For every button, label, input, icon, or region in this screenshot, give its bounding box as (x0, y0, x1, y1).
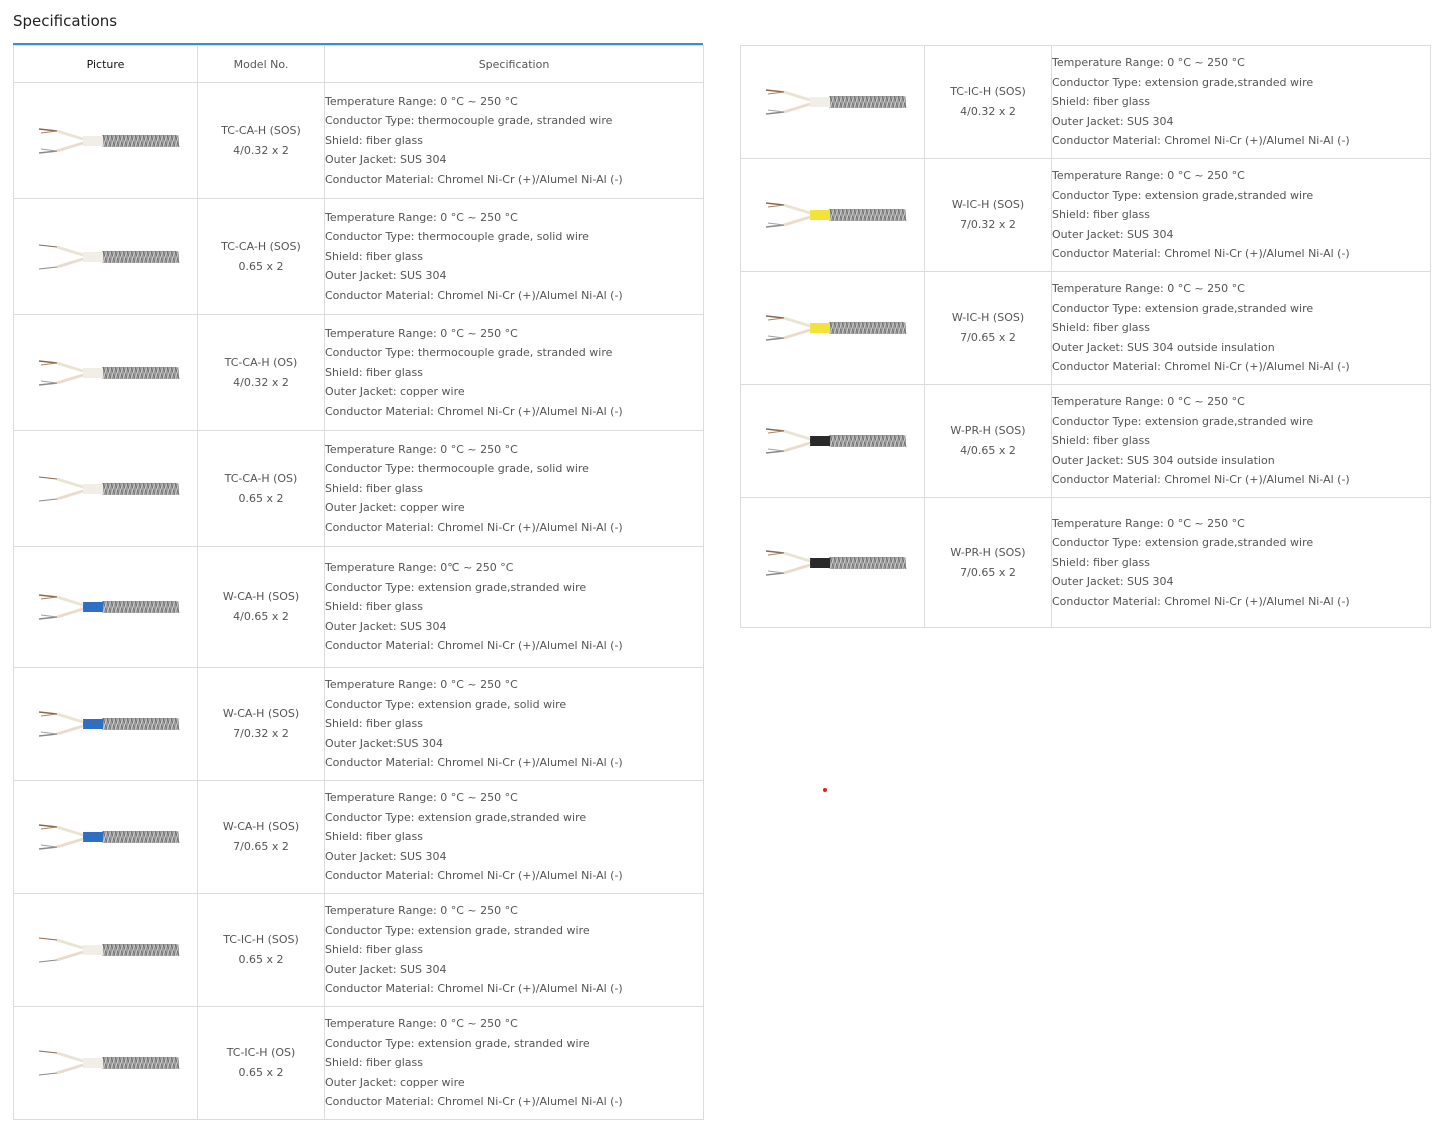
spec-line: Conductor Type: extension grade, solid wire (325, 697, 567, 711)
specification-cell (325, 199, 704, 315)
model-number-cell (925, 272, 1052, 385)
table-row (14, 668, 704, 781)
specification-cell (325, 83, 704, 199)
product-picture-cell (14, 199, 198, 315)
spec-line: Outer Jacket: SUS 304 (325, 962, 447, 976)
product-picture-cell (14, 894, 198, 1007)
picture-column-header: Picture (14, 46, 198, 83)
spec-line: Conductor Material: Chromel Ni-Cr (+)/Alumel Ni-Al (-) (325, 288, 623, 302)
spec-line: Conductor Type: extension grade,stranded wire (1052, 75, 1314, 89)
spec-line: Temperature Range: 0 °C ~ 250 °C (1052, 169, 1245, 183)
table-row (14, 781, 704, 894)
specification-column-header: Specification (325, 46, 704, 83)
product-picture-cell (741, 385, 925, 498)
stranded-braided-cable-icon (31, 130, 181, 149)
spec-line: Outer Jacket:SUS 304 (325, 736, 444, 750)
spec-line: Outer Jacket: SUS 304 (1052, 114, 1174, 128)
spec-line: Conductor Material: Chromel Ni-Cr (+)/Alumel Ni-Al (-) (1052, 134, 1350, 148)
spec-line: Conductor Type: extension grade, stranded wire (325, 923, 590, 937)
model-code: W-PR-H (SOS) (950, 424, 1026, 437)
spec-line: Shield: fiber glass (325, 717, 423, 731)
specification-cell (1052, 498, 1431, 628)
model-size: 4/0.32 x 2 (233, 143, 289, 157)
black-sleeve-cable-icon (758, 552, 908, 571)
spec-line: Conductor Material: Chromel Ni-Cr (+)/Alumel Ni-Al (-) (325, 404, 623, 418)
table-row (741, 46, 1431, 159)
stranded-braided-cable-icon (758, 92, 908, 111)
product-picture-cell (741, 498, 925, 628)
model-size: 4/0.65 x 2 (233, 610, 289, 623)
spec-line: Temperature Range: 0 °C ~ 250 °C (325, 210, 518, 224)
product-picture-cell (14, 315, 198, 431)
model-code: TC-IC-H (OS) (226, 1046, 296, 1059)
model-code: W-IC-H (SOS) (951, 198, 1025, 211)
spec-line: Outer Jacket: SUS 304 outside insulation (1052, 340, 1275, 354)
spec-line: Shield: fiber glass (1052, 555, 1150, 569)
spec-line: Conductor Material: Chromel Ni-Cr (+)/Alumel Ni-Al (-) (325, 756, 623, 770)
table-row (741, 385, 1431, 498)
spec-line: Temperature Range: 0 °C ~ 250 °C (1052, 282, 1245, 296)
model-size: 7/0.65 x 2 (233, 840, 289, 853)
model-code: W-CA-H (SOS) (222, 707, 300, 720)
model-number-cell (198, 1007, 325, 1120)
spec-line: Temperature Range: 0 °C ~ 250 °C (325, 904, 518, 918)
spec-line: Conductor Material: Chromel Ni-Cr (+)/Alumel Ni-Al (-) (325, 869, 623, 883)
blue-sleeve-cable-icon (31, 827, 181, 846)
spec-line: Conductor Material: Chromel Ni-Cr (+)/Alumel Ni-Al (-) (325, 1095, 623, 1109)
spec-line: Temperature Range: 0℃ ~ 250 °C (325, 561, 514, 575)
blue-sleeve-cable-icon (31, 714, 181, 733)
product-picture-cell (14, 781, 198, 894)
spec-line: Shield: fiber glass (1052, 208, 1150, 222)
spec-line: Conductor Type: extension grade,stranded wire (1052, 188, 1314, 202)
spec-line: Temperature Range: 0 °C ~ 250 °C (325, 442, 518, 456)
spec-line: Conductor Type: thermocouple grade, solid wire (325, 230, 589, 244)
specification-cell (1052, 272, 1431, 385)
model-size: 0.65 x 2 (238, 259, 284, 273)
spec-line: Conductor Type: extension grade,stranded wire (325, 580, 587, 594)
table-row (741, 159, 1431, 272)
spec-line: Temperature Range: 0 °C ~ 250 °C (1052, 395, 1245, 409)
product-picture-cell (14, 668, 198, 781)
page-title: Specifications (13, 12, 118, 30)
product-picture-cell (14, 1007, 198, 1120)
model-code: W-CA-H (SOS) (222, 820, 300, 833)
model-size: 0.65 x 2 (238, 953, 284, 966)
spec-line: Conductor Material: Chromel Ni-Cr (+)/Alumel Ni-Al (-) (325, 172, 623, 186)
model-code: W-CA-H (SOS) (222, 590, 300, 603)
model-column-header: Model No. (198, 46, 325, 83)
spec-line: Shield: fiber glass (1052, 95, 1150, 109)
spec-line: Shield: fiber glass (325, 365, 423, 379)
specification-cell (325, 431, 704, 547)
specification-cell (325, 547, 704, 668)
blue-sleeve-cable-icon (31, 597, 181, 616)
solid-braided-cable-icon (31, 1053, 181, 1072)
spec-line: Temperature Range: 0 °C ~ 250 °C (325, 678, 518, 692)
spec-line: Outer Jacket: SUS 304 (1052, 575, 1174, 589)
spec-line: Conductor Material: Chromel Ni-Cr (+)/Alumel Ni-Al (-) (1052, 473, 1350, 487)
spec-line: Conductor Material: Chromel Ni-Cr (+)/Alumel Ni-Al (-) (1052, 594, 1350, 608)
model-size: 7/0.65 x 2 (960, 565, 1016, 579)
product-picture-cell (14, 431, 198, 547)
spec-line: Conductor Type: thermocouple grade, solid wire (325, 462, 589, 476)
spec-line: Conductor Type: extension grade, stranded wire (325, 1036, 590, 1050)
model-number-cell (925, 385, 1052, 498)
table-row (14, 83, 704, 199)
table-row (14, 315, 704, 431)
spec-line: Shield: fiber glass (325, 481, 423, 495)
spec-line: Outer Jacket: SUS 304 (325, 619, 447, 633)
model-number-cell (198, 431, 325, 547)
model-number-cell (198, 199, 325, 315)
spec-line: Conductor Type: extension grade,stranded wire (1052, 301, 1314, 315)
spec-line: Shield: fiber glass (325, 600, 423, 614)
model-size: 7/0.32 x 2 (960, 218, 1016, 231)
spec-line: Conductor Material: Chromel Ni-Cr (+)/Alumel Ni-Al (-) (325, 520, 623, 534)
model-code: TC-CA-H (SOS) (221, 123, 301, 137)
spec-line: Outer Jacket: SUS 304 (1052, 227, 1174, 241)
spec-line: Shield: fiber glass (1052, 321, 1150, 335)
specification-cell (1052, 46, 1431, 159)
table-row (741, 272, 1431, 385)
specification-cell (325, 668, 704, 781)
model-code: TC-CA-H (OS) (224, 471, 298, 485)
spec-line: Shield: fiber glass (325, 249, 423, 263)
specification-cell (325, 894, 704, 1007)
spec-line: Temperature Range: 0 °C ~ 250 °C (325, 1017, 518, 1031)
spec-table-right (740, 45, 1431, 628)
product-picture-cell (14, 547, 198, 668)
model-number-cell (925, 46, 1052, 159)
table-header-row (14, 46, 704, 83)
solid-braided-cable-icon (31, 478, 181, 497)
spec-line: Shield: fiber glass (325, 1056, 423, 1070)
spec-line: Temperature Range: 0 °C ~ 250 °C (325, 94, 518, 108)
spec-line: Outer Jacket: SUS 304 (325, 153, 447, 167)
solid-braided-cable-icon (31, 246, 181, 265)
spec-line: Conductor Type: thermocouple grade, stranded wire (325, 346, 613, 360)
spec-line: Conductor Material: Chromel Ni-Cr (+)/Alumel Ni-Al (-) (1052, 247, 1350, 261)
model-size: 7/0.32 x 2 (233, 727, 289, 740)
model-number-cell (925, 159, 1052, 272)
model-number-cell (198, 894, 325, 1007)
model-number-cell (198, 668, 325, 781)
model-code: TC-CA-H (OS) (224, 355, 298, 369)
spec-line: Conductor Type: extension grade,stranded wire (1052, 536, 1314, 550)
product-picture-cell (741, 46, 925, 159)
spec-line: Shield: fiber glass (325, 943, 423, 957)
product-picture-cell (741, 272, 925, 385)
model-code: TC-IC-H (SOS) (950, 85, 1026, 98)
spec-line: Temperature Range: 0 °C ~ 250 °C (1052, 516, 1245, 530)
spec-line: Outer Jacket: SUS 304 outside insulation (1052, 453, 1275, 467)
yellow-sleeve-cable-icon (758, 205, 908, 224)
specification-cell (1052, 385, 1431, 498)
spec-line: Outer Jacket: copper wire (325, 385, 465, 399)
table-row (741, 498, 1431, 628)
table-row (14, 894, 704, 1007)
spec-line: Temperature Range: 0 °C ~ 250 °C (325, 791, 518, 805)
model-size: 4/0.32 x 2 (233, 375, 289, 389)
spec-line: Outer Jacket: copper wire (325, 501, 465, 515)
spec-line: Conductor Type: thermocouple grade, stranded wire (325, 114, 613, 128)
model-number-cell (198, 315, 325, 431)
specification-cell (325, 315, 704, 431)
red-dot-marker (823, 788, 827, 792)
spec-line: Conductor Material: Chromel Ni-Cr (+)/Alumel Ni-Al (-) (325, 639, 623, 653)
spec-table-left (13, 45, 704, 1120)
table-row (14, 431, 704, 547)
model-number-cell (198, 83, 325, 199)
model-number-cell (198, 547, 325, 668)
model-size: 7/0.65 x 2 (960, 331, 1016, 344)
spec-line: Conductor Material: Chromel Ni-Cr (+)/Alumel Ni-Al (-) (1052, 360, 1350, 374)
spec-line: Shield: fiber glass (325, 133, 423, 147)
table-row (14, 1007, 704, 1120)
model-code: TC-IC-H (SOS) (223, 933, 299, 946)
model-size: 4/0.32 x 2 (960, 105, 1016, 118)
spec-line: Conductor Type: extension grade,stranded wire (325, 810, 587, 824)
model-code: TC-CA-H (SOS) (221, 239, 301, 253)
specification-cell (325, 781, 704, 894)
model-number-cell (198, 781, 325, 894)
model-code: W-PR-H (SOS) (950, 545, 1026, 559)
spec-line: Shield: fiber glass (1052, 434, 1150, 448)
yellow-sleeve-cable-icon (758, 318, 908, 337)
product-picture-cell (14, 83, 198, 199)
spec-line: Outer Jacket: copper wire (325, 1075, 465, 1089)
table-row (14, 547, 704, 668)
solid-braided-cable-icon (31, 940, 181, 959)
spec-line: Shield: fiber glass (325, 830, 423, 844)
spec-line: Outer Jacket: SUS 304 (325, 849, 447, 863)
model-number-cell (925, 498, 1052, 628)
model-code: W-IC-H (SOS) (951, 311, 1025, 324)
spec-line: Outer Jacket: SUS 304 (325, 269, 447, 283)
spec-line: Conductor Type: extension grade,stranded wire (1052, 414, 1314, 428)
spec-line: Temperature Range: 0 °C ~ 250 °C (325, 326, 518, 340)
spec-line: Temperature Range: 0 °C ~ 250 °C (1052, 56, 1245, 70)
specification-cell (325, 1007, 704, 1120)
spec-line: Conductor Material: Chromel Ni-Cr (+)/Alumel Ni-Al (-) (325, 982, 623, 996)
table-row (14, 199, 704, 315)
model-size: 4/0.65 x 2 (960, 444, 1016, 457)
model-size: 0.65 x 2 (238, 491, 284, 505)
stranded-braided-cable-icon (31, 362, 181, 381)
specification-cell (1052, 159, 1431, 272)
model-size: 0.65 x 2 (238, 1066, 284, 1079)
black-sleeve-cable-icon (758, 431, 908, 450)
product-picture-cell (741, 159, 925, 272)
